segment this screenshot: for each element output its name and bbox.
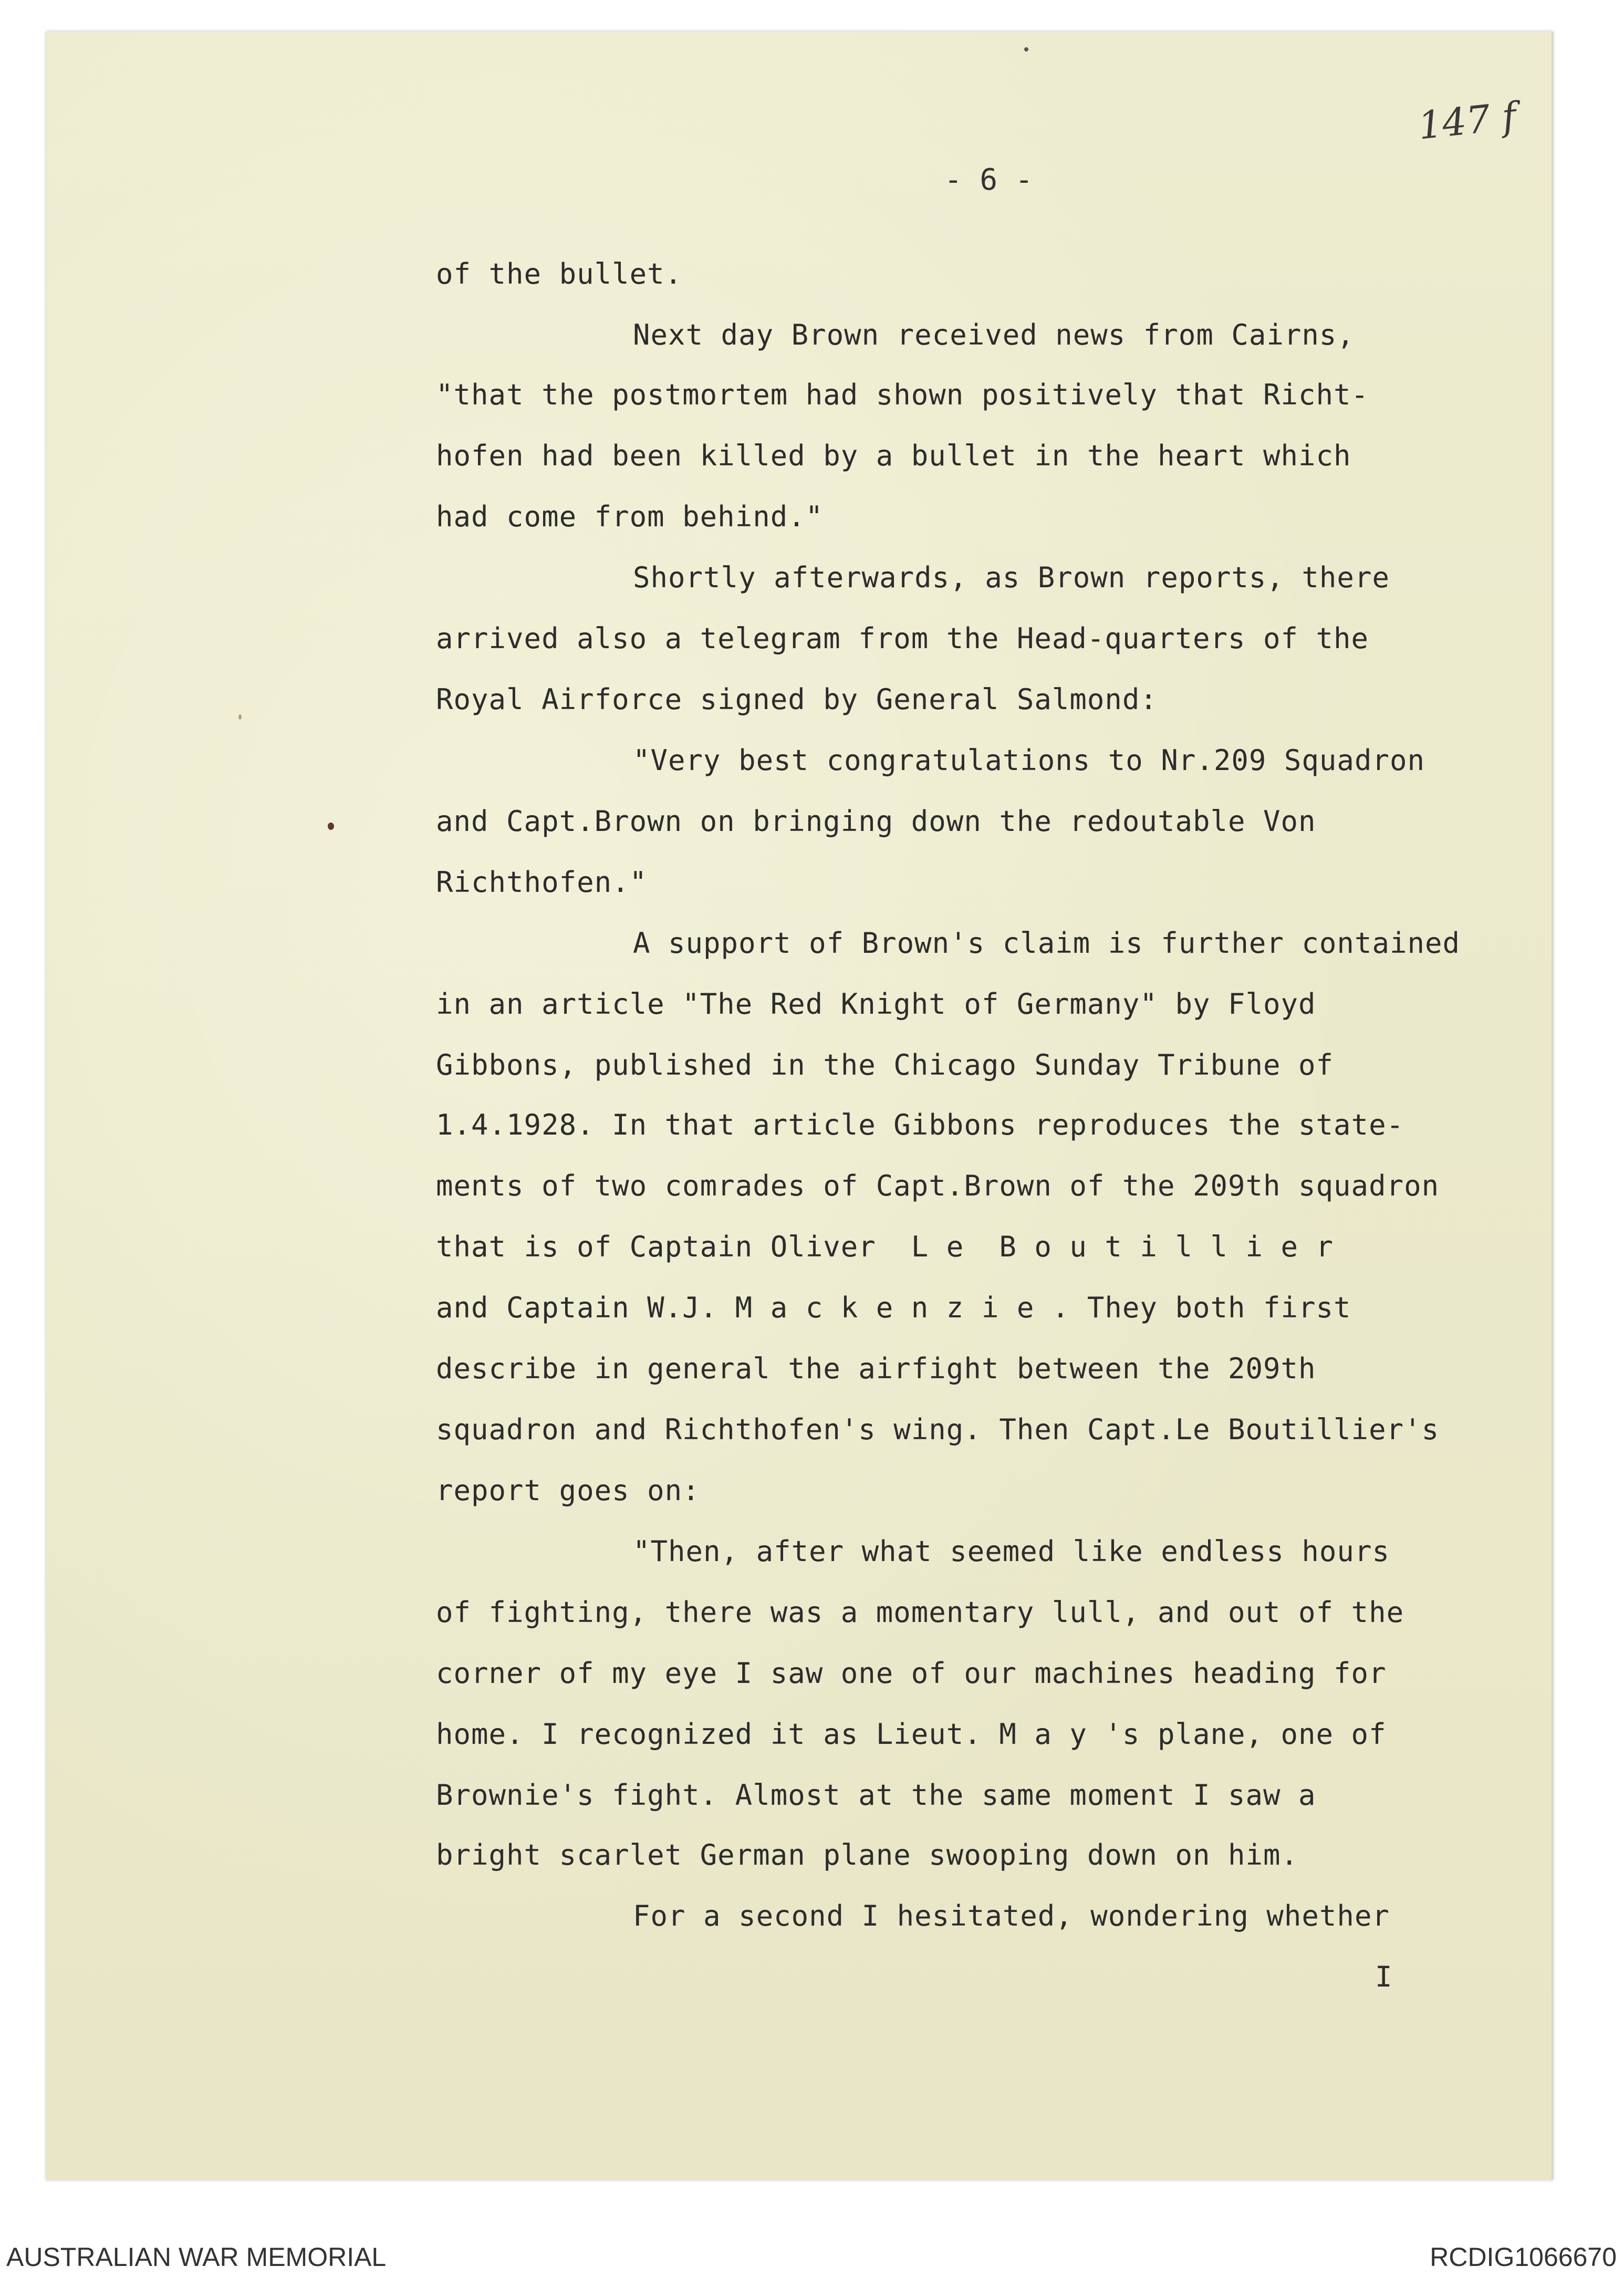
text-line: describe in general the airfight between the 209th <box>436 1352 1316 1385</box>
page-number: - 6 - <box>944 163 1033 197</box>
text-line: had come from behind." <box>436 500 824 533</box>
text-line: 1.4.1928. In that article Gibbons reproduces the state- <box>436 1108 1404 1141</box>
text-line: of the bullet. <box>436 257 683 290</box>
text-line: "Then, after what seemed like endless hours <box>633 1535 1390 1568</box>
paper-stain <box>328 823 334 830</box>
text-line: and Capt.Brown on bringing down the redoutable Von <box>436 805 1316 838</box>
text-line: bright scarlet German plane swooping down on him. <box>436 1838 1299 1871</box>
text-line: report goes on: <box>436 1474 700 1507</box>
text-line: Royal Airforce signed by General Salmond: <box>436 683 1158 716</box>
paper-stain <box>238 714 242 720</box>
text-line: arrived also a telegram from the Head-quarters of the <box>436 622 1369 655</box>
footer-record-id: RCDIG1066670 <box>1430 2242 1617 2272</box>
text-line: Richthofen." <box>436 866 648 899</box>
text-line: A support of Brown's claim is further contained <box>633 927 1461 960</box>
text-line: squadron and Richthofen's wing. Then Capt.Le Boutillier's <box>436 1413 1440 1446</box>
catchword: I <box>1375 1960 1392 1993</box>
text-line: Shortly afterwards, as Brown reports, there <box>633 561 1390 594</box>
paper-mark <box>1024 47 1028 51</box>
text-line: For a second I hesitated, wondering whether <box>633 1899 1390 1932</box>
text-line: corner of my eye I saw one of our machines heading for <box>436 1657 1387 1690</box>
text-line: Brownie's fight. Almost at the same moment I saw a <box>436 1779 1316 1812</box>
text-line: "Very best congratulations to Nr.209 Squadron <box>633 744 1425 777</box>
text-line: in an article "The Red Knight of Germany" by Floyd <box>436 987 1316 1021</box>
text-line: home. I recognized it as Lieut. M a y 's plane, one of <box>436 1718 1387 1751</box>
handwritten-folio-number: 147 f <box>1416 93 1518 148</box>
text-line: Gibbons, published in the Chicago Sunday Tribune of <box>436 1048 1334 1082</box>
text-line: Next day Brown received news from Cairns, <box>633 318 1355 351</box>
text-line: and Captain W.J. M a c k e n z i e . They both first <box>436 1291 1351 1324</box>
text-line: ments of two comrades of Capt.Brown of the 209th squadron <box>436 1169 1440 1202</box>
text-line: of fighting, there was a momentary lull, and out of the <box>436 1596 1404 1629</box>
footer-institution: AUSTRALIAN WAR MEMORIAL <box>6 2242 387 2272</box>
text-line: "that the postmortem had shown positively that Richt- <box>436 378 1369 411</box>
text-line: hofen had been killed by a bullet in the heart which <box>436 439 1351 472</box>
text-line: that is of Captain Oliver L e B o u t i l l i e r <box>436 1230 1334 1263</box>
